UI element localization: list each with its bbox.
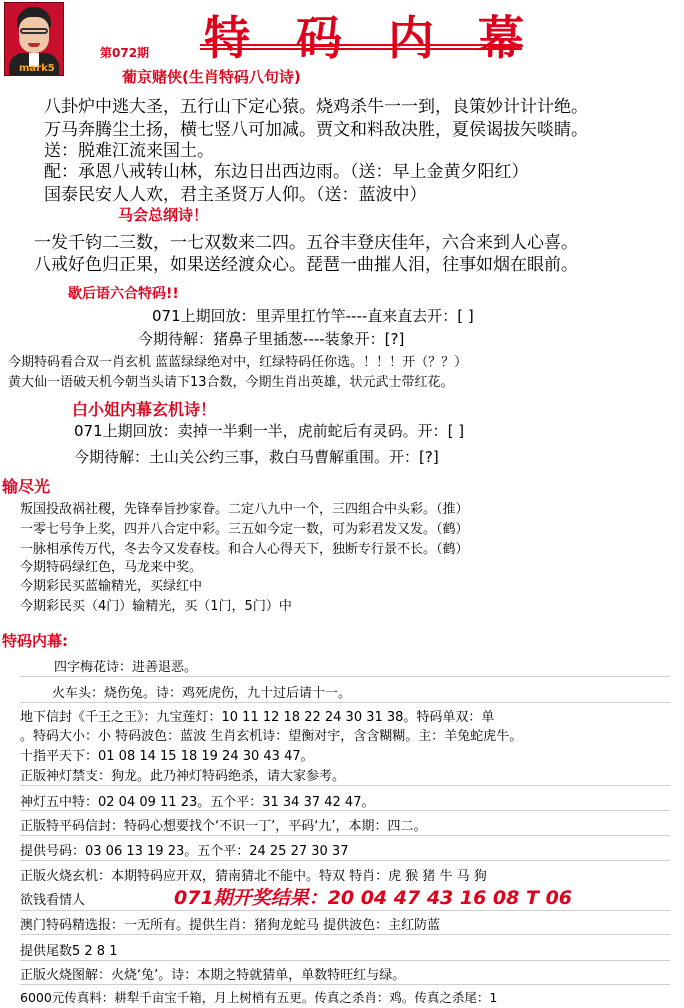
section6-line: 正版特平码信封：特码心想要找个‘不识一丁’，平码‘九’，本期：四二。 [20, 819, 427, 834]
title-char-1: 特 [204, 11, 250, 65]
issue-number: 第072期 [100, 46, 150, 60]
section6-line: 正版火烧玄机：本期特码应开双，猜南猜北不能中。特双 特肖：虎 猴 猪 牛 马 狗 [20, 869, 487, 884]
section1-line: 送：脱难江流来国土。 [44, 141, 214, 161]
title-char-2: 码 [296, 11, 342, 65]
section6-line: 地下信封《千王之王》：九宝莲灯：10 11 12 18 22 24 30 31 38。特码单双：单 [20, 710, 495, 725]
section5-line: 今期特码绿红色，马龙来中奖。 [20, 560, 203, 575]
section6-line: 火车头：烧伤兔。诗：鸡死虎伤，九十过后请十一。 [52, 686, 352, 701]
section4-replay: 071上期回放：卖掉一半剩一半，虎前蛇后有灵码。开：[ ] [74, 422, 465, 440]
section6-line: 6000元传真料：耕犁千亩宝千箱，月上树梢有五更。传真之杀肖：鸡。传真之杀尾：1 [20, 990, 498, 1005]
divider [20, 860, 670, 861]
section2-title: 马会总纲诗！ [118, 206, 209, 224]
section1-line: 配：承恩八戒转山林，东边日出西边雨。（送：早上金黄夕阳红） [44, 162, 529, 182]
section1-line: 万马奔腾尘土扬，横七竖八可加减。贾文和料敌决胜，夏侯谒拔矢啖睛。 [44, 120, 588, 140]
section3-title: 歇后语六合特码!! [68, 286, 179, 302]
section4-pending: 今期待解：土山关公约三事，救白马曹解重围。开：[?] [74, 448, 439, 466]
divider [20, 676, 670, 677]
section5-line: 今期彩民买（4门）输精光，买（1门，5门）中 [20, 599, 292, 614]
section1-line: 八卦炉中逃大圣，五行山下定心猿。烧鸡杀牛一一到，良策妙计计计绝。 [44, 97, 588, 117]
section6-line: 提供尾数5 2 8 1 [20, 944, 118, 959]
title-char-3: 内 [388, 11, 434, 65]
section3-replay: 071上期回放：里弄里扛竹竿----直来直去开：[ ] [152, 307, 474, 325]
section5-title: 输尽光 [2, 477, 51, 496]
section6-line: 提供号码：03 06 13 19 23。五个平：24 25 27 30 37 [20, 844, 349, 859]
section1-title: 葡京赌侠(生肖特码八句诗) [122, 68, 301, 86]
section1-line: 国泰民安人人欢，君主圣贤万人仰。（送：蓝波中） [44, 185, 427, 205]
divider [20, 960, 670, 961]
draw-result: 071期开奖结果：20 04 47 43 16 08 T 06 [174, 887, 573, 909]
section5-line: 一脉相承传万代，冬去今又发春枝。和合人心得天下，独断专行景不长。（鹤） [20, 542, 469, 557]
section6-line: 十指平天下：01 08 14 15 18 19 24 30 43 47。 [20, 749, 314, 764]
divider [20, 810, 670, 811]
divider [20, 984, 670, 985]
section3-hint: 今期特码看合双一肖玄机 蓝蓝绿绿绝对中，红绿特码任你选。！！！开（？？） [8, 355, 468, 370]
divider [20, 702, 670, 703]
section6-line: 。特码大小：小 特码波色：蓝波 生肖玄机诗：望衡对宇，含含糊糊。主：羊兔蛇虎牛。 [20, 729, 523, 744]
section5-line: 今期彩民买蓝输精光，买绿红中 [20, 579, 203, 594]
section4-title: 白小姐内幕玄机诗！ [72, 400, 217, 419]
section2-line: 八戒好色归正果，如果送经渡众心。琵琶一曲摧人泪，往事如烟在眼前。 [34, 255, 578, 275]
section3-hint: 黄大仙一语破天机今朝当头请下13合数，今期生肖出英雄，状元武士带红花。 [8, 375, 454, 390]
divider [20, 835, 670, 836]
section2-line: 一发千钧二三数，一七双数来二四。五谷丰登庆佳年，六合来到人心喜。 [34, 233, 578, 253]
divider [20, 934, 670, 935]
divider [20, 785, 670, 786]
section5-line: 一零七号争上奖，四并八合定中彩。三五如今定一数，可为彩君发又发。（鹤） [20, 522, 469, 537]
divider [20, 910, 670, 911]
section6-title: 特码内幕: [2, 632, 68, 650]
section6-line: 正版火烧图解：火烧‘兔’。诗：本期之特就猜单，单数特旺红与绿。 [20, 968, 406, 983]
section6-line: 欲钱看情人 [20, 893, 86, 908]
section5-line: 叛国投敌祸社稷，先锋奉旨抄家眷。二定八九中一个，三四组合中头彩。（推） [20, 502, 469, 517]
section3-pending: 今期待解：猪鼻子里插葱----装象开：[?] [138, 330, 405, 348]
portrait-watermark: mark5 [19, 63, 55, 74]
title-underline [200, 44, 522, 50]
section6-line: 正版神灯禁支：狗龙。此乃神灯特码绝杀，请大家参考。 [20, 769, 346, 784]
portrait-image [4, 2, 64, 76]
section6-line: 神灯五中特：02 04 09 11 23。五个平：31 34 37 42 47。 [20, 795, 375, 810]
section6-line: 澳门特码精选报：一无所有。提供生肖：猪狗龙蛇马 提供波色：主红防蓝 [20, 918, 441, 933]
title-char-4: 幕 [478, 11, 524, 65]
section6-line: 四字梅花诗：进善退恶。 [54, 660, 198, 675]
